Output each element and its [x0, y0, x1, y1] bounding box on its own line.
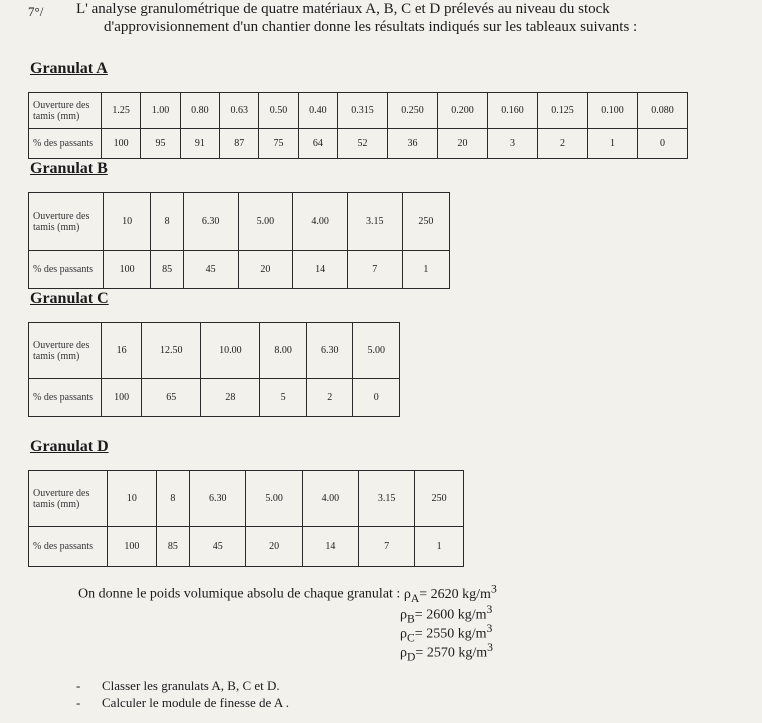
passing-cell: 14 — [293, 251, 348, 289]
opening-cell: 4.00 — [293, 193, 348, 251]
granulat-b-table — [28, 192, 450, 289]
opening-cell: 0.100 — [587, 93, 637, 129]
density-statement — [78, 582, 497, 604]
passing-cell: 1 — [415, 527, 464, 567]
passing-cell: 85 — [156, 527, 189, 567]
granulat-c-title: Granulat C — [30, 290, 109, 307]
granulat-d-table — [28, 470, 464, 567]
density-c: $\rho_C= 2550$ $kg/m^3$ — [400, 622, 493, 645]
opening-label: Ouverture des tamis (mm) — [29, 471, 108, 527]
passing-cell: 0 — [637, 129, 687, 159]
granulat-c-table — [28, 322, 400, 417]
opening-cell: 0.200 — [438, 93, 488, 129]
density-intro: On donne le poids volumique absolu de chaque granulat : — [78, 586, 401, 602]
passing-cell: 64 — [298, 129, 337, 159]
passing-cell: 52 — [338, 129, 388, 159]
passing-row — [29, 251, 450, 289]
passing-label: % des passants — [29, 379, 102, 417]
opening-cell: 6.30 — [183, 193, 238, 251]
passing-cell: 1 — [402, 251, 449, 289]
granulat-a-table — [28, 92, 688, 159]
passing-cell: 95 — [141, 129, 180, 159]
passing-cell: 14 — [302, 527, 358, 567]
question-text: Classer les granulats A, B, C et D. — [102, 678, 280, 693]
passing-cell: 65 — [142, 379, 201, 417]
density-d: $\rho_D= 2570$ $kg/m^3$ — [400, 641, 493, 664]
passing-cell: 0 — [353, 379, 400, 417]
opening-cell: 12.50 — [142, 323, 201, 379]
density-a: $\rho_A= 2620$ $kg/m^3$ — [403, 582, 497, 605]
opening-cell: 250 — [415, 471, 464, 527]
passing-row — [29, 527, 464, 567]
passing-label: % des passants — [29, 527, 108, 567]
passing-cell: 2 — [306, 379, 353, 417]
passing-cell: 100 — [102, 379, 142, 417]
opening-cell: 250 — [402, 193, 449, 251]
passing-cell: 1 — [587, 129, 637, 159]
bullet: - — [76, 695, 81, 710]
opening-cell: 16 — [102, 323, 142, 379]
passing-cell: 7 — [358, 527, 414, 567]
opening-label: Ouverture des tamis (mm) — [29, 193, 104, 251]
opening-cell: 6.30 — [306, 323, 353, 379]
passing-cell: 7 — [347, 251, 402, 289]
opening-cell: 0.50 — [259, 93, 298, 129]
opening-cell: 3.15 — [347, 193, 402, 251]
density-b: $\rho_B= 2600$ $kg/m^3$ — [400, 603, 493, 626]
passing-cell: 3 — [488, 129, 538, 159]
passing-cell: 36 — [388, 129, 438, 159]
passing-cell: 5 — [260, 379, 307, 417]
passing-cell: 20 — [438, 129, 488, 159]
intro-line-2: d'approvisionnement d'un chantier donne les résultats indiqués sur les tableaux suivants : — [104, 19, 638, 35]
passing-cell: 100 — [102, 129, 141, 159]
passing-label: % des passants — [29, 251, 104, 289]
question-1 — [76, 678, 280, 694]
opening-cell: 0.125 — [538, 93, 588, 129]
opening-cell: 1.25 — [102, 93, 141, 129]
passing-cell: 100 — [104, 251, 151, 289]
passing-cell: 20 — [246, 527, 302, 567]
opening-cell: 8 — [151, 193, 184, 251]
passing-label: % des passants — [29, 129, 102, 159]
passing-cell: 75 — [259, 129, 298, 159]
opening-row — [29, 93, 688, 129]
opening-label: Ouverture des tamis (mm) — [29, 323, 102, 379]
question-text: Calculer le module de finesse de A . — [102, 695, 290, 710]
opening-cell: 5.00 — [353, 323, 400, 379]
granulat-d-title: Granulat D — [30, 438, 109, 455]
opening-cell: 8.00 — [260, 323, 307, 379]
passing-row — [29, 379, 400, 417]
exercise-number: 7°/ — [28, 4, 44, 19]
passing-cell: 45 — [183, 251, 238, 289]
opening-cell: 8 — [156, 471, 189, 527]
opening-row — [29, 323, 400, 379]
opening-cell: 6.30 — [190, 471, 246, 527]
passing-cell: 20 — [238, 251, 293, 289]
opening-cell: 1.00 — [141, 93, 180, 129]
opening-cell: 10.00 — [201, 323, 260, 379]
opening-cell: 0.315 — [338, 93, 388, 129]
passing-cell: 85 — [151, 251, 184, 289]
opening-cell: 5.00 — [238, 193, 293, 251]
opening-cell: 5.00 — [246, 471, 302, 527]
granulat-b-title: Granulat B — [30, 160, 108, 177]
passing-cell: 45 — [190, 527, 246, 567]
opening-cell: 4.00 — [302, 471, 358, 527]
question-2 — [76, 695, 289, 711]
opening-cell: 0.80 — [180, 93, 219, 129]
bullet: - — [76, 678, 81, 693]
passing-cell: 100 — [108, 527, 157, 567]
opening-cell: 0.40 — [298, 93, 337, 129]
opening-cell: 0.160 — [488, 93, 538, 129]
opening-cell: 10 — [104, 193, 151, 251]
passing-cell: 87 — [220, 129, 259, 159]
opening-row — [29, 193, 450, 251]
passing-cell: 2 — [538, 129, 588, 159]
opening-label: Ouverture des tamis (mm) — [29, 93, 102, 129]
passing-cell: 28 — [201, 379, 260, 417]
opening-cell: 0.250 — [388, 93, 438, 129]
opening-cell: 10 — [108, 471, 157, 527]
opening-cell: 0.080 — [637, 93, 687, 129]
intro-line-1: L' analyse granulométrique de quatre matériaux A, B, C et D prélevés au niveau du stock — [76, 1, 610, 17]
opening-cell: 0.63 — [220, 93, 259, 129]
opening-row — [29, 471, 464, 527]
opening-cell: 3.15 — [358, 471, 414, 527]
passing-cell: 91 — [180, 129, 219, 159]
granulat-a-title: Granulat A — [30, 60, 108, 77]
passing-row — [29, 129, 688, 159]
